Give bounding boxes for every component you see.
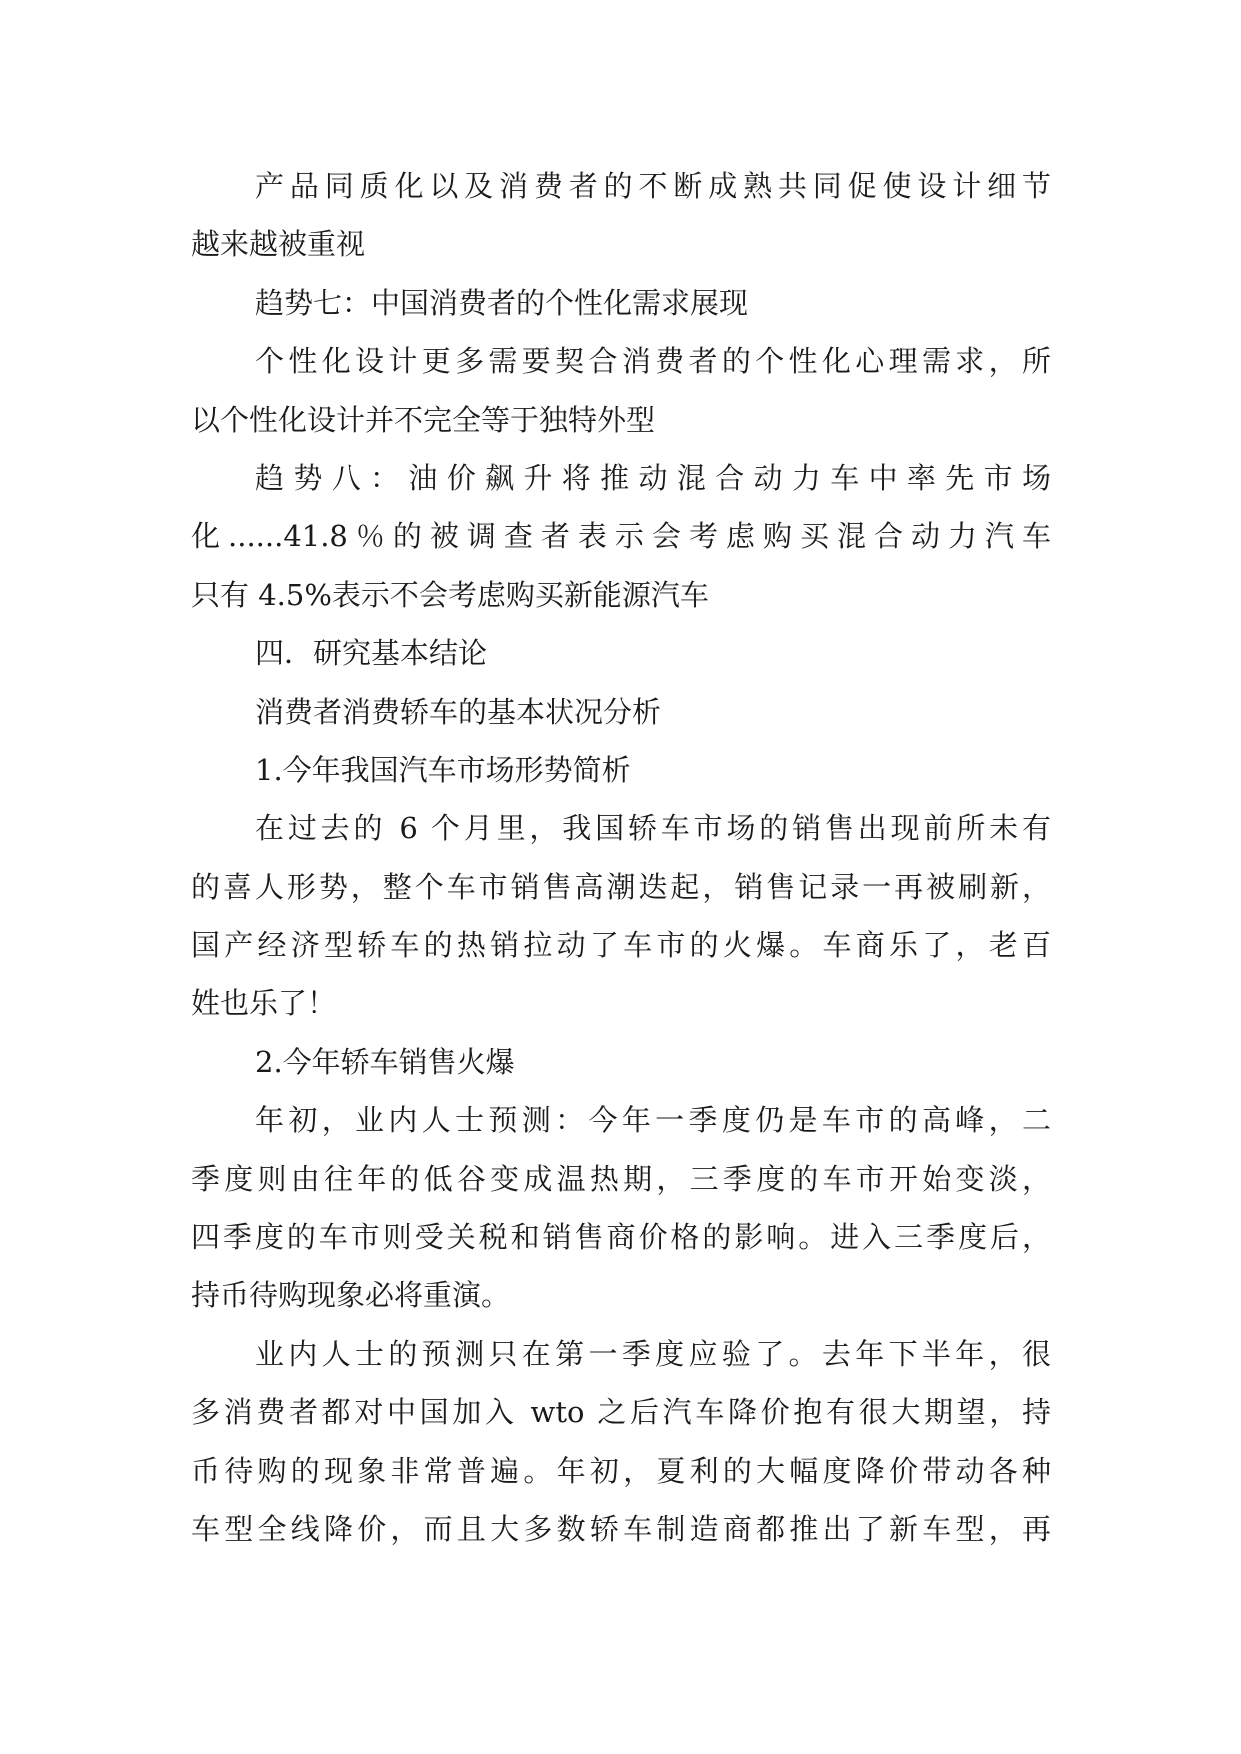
text-line: 多消费者都对中国加入 wto 之后汽车降价抱有很大期望，持 (191, 1395, 1051, 1430)
text-line: 车型全线降价，而且大多数轿车制造商都推出了新车型，再 (191, 1511, 1051, 1546)
text-line: 的喜人形势，整个车市销售高潮迭起，销售记录一再被刷新， (191, 869, 1051, 904)
text-line: 业内人士的预测只在第一季度应验了。去年下半年，很 (255, 1336, 1051, 1371)
text-line: 国产经济型轿车的热销拉动了车市的火爆。车商乐了，老百 (191, 928, 1051, 963)
text-line: 越来越被重视 (191, 227, 366, 262)
text-line: 趋势八：油价飙升将推动混合动力车中率先市场 (255, 460, 1051, 495)
text-line: 以个性化设计并不完全等于独特外型 (191, 402, 656, 437)
text-line: 消费者消费轿车的基本状况分析 (255, 694, 662, 729)
text-line: 姓也乐了！ (191, 986, 337, 1021)
text-line: 年初，业内人士预测：今年一季度仍是车市的高峰，二 (255, 1103, 1051, 1138)
subsection-heading: 1.今年我国汽车市场形势简析 (255, 752, 631, 787)
text-line: 趋势七：中国消费者的个性化需求展现 (255, 285, 749, 320)
section-heading: 四．研究基本结论 (255, 636, 488, 671)
document-page (191, 157, 1051, 1558)
text-line: 季度则由往年的低谷变成温热期，三季度的车市开始变淡， (191, 1161, 1051, 1196)
text-line: 持币待购现象必将重演。 (191, 1278, 511, 1313)
text-line: 个性化设计更多需要契合消费者的个性化心理需求，所 (255, 344, 1051, 379)
text-line: 化......41.8％的被调查者表示会考虑购买混合动力汽车 (191, 519, 1051, 554)
text-line: 币待购的现象非常普遍。年初，夏利的大幅度降价带动各种 (191, 1453, 1051, 1488)
text-line: 产品同质化以及消费者的不断成熟共同促使设计细节 (255, 169, 1051, 203)
subsection-heading: 2.今年轿车销售火爆 (255, 1044, 515, 1079)
text-line: 只有 4.5%表示不会考虑购买新能源汽车 (191, 577, 709, 612)
text-line: 四季度的车市则受关税和销售商价格的影响。进入三季度后， (191, 1220, 1051, 1255)
text-line: 在过去的 6 个月里，我国轿车市场的销售出现前所未有 (255, 811, 1051, 846)
